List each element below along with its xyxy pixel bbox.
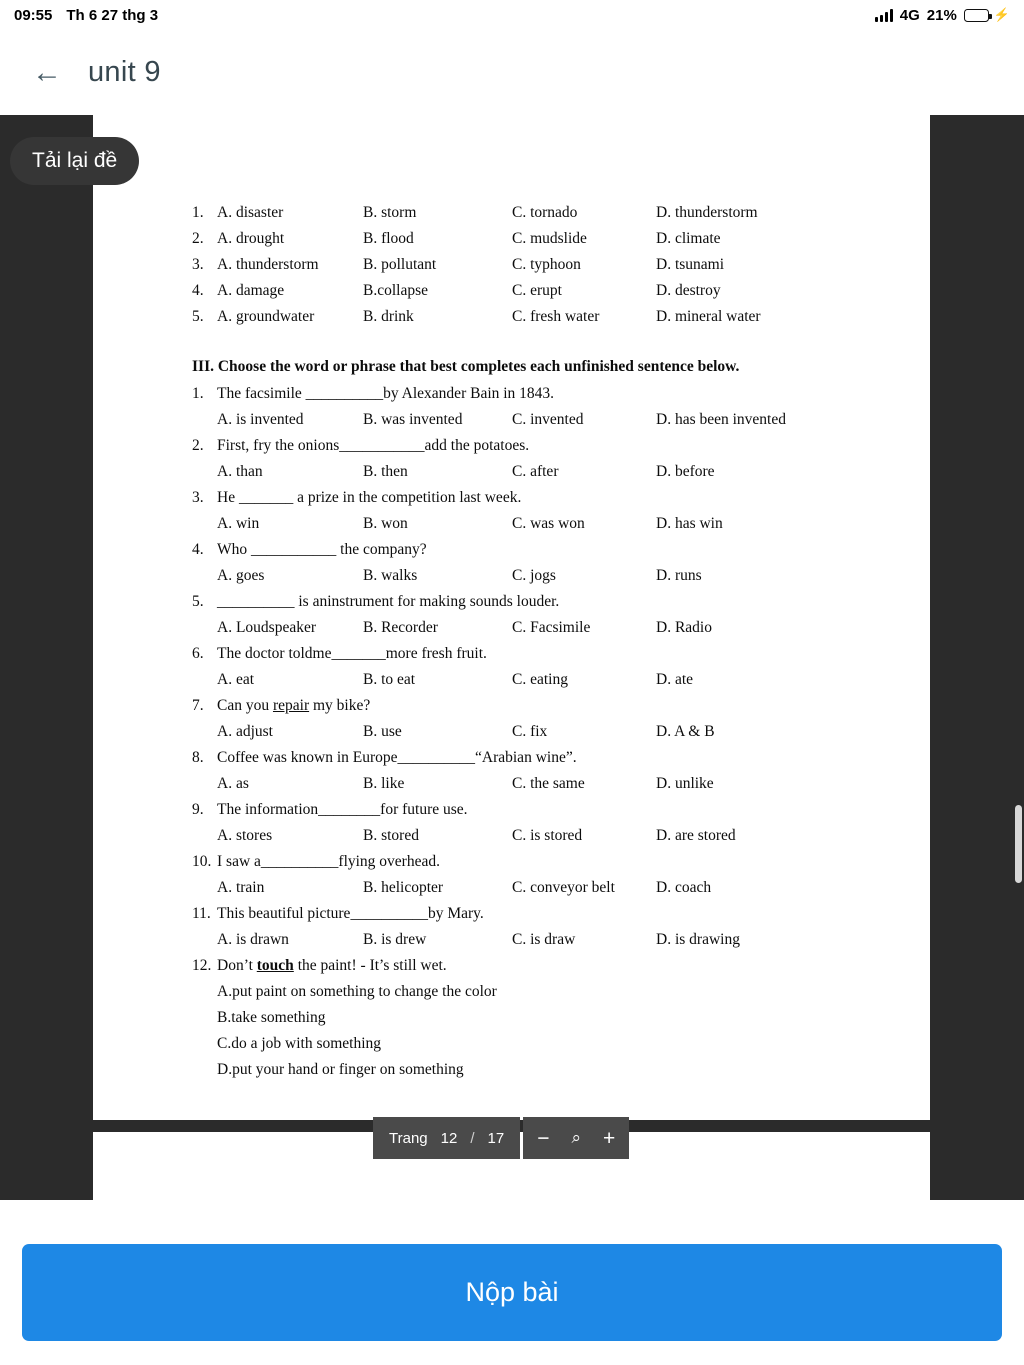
option-b[interactable]: B. then (363, 463, 408, 480)
question-stem: Who ___________ the company? (217, 541, 427, 558)
option-a[interactable]: A. stores (217, 827, 273, 844)
option-b[interactable]: B. to eat (363, 671, 416, 688)
option-d[interactable]: D. runs (656, 567, 702, 584)
vocab-row-b[interactable]: B. drink (363, 308, 414, 325)
question-stem: This beautiful picture__________by Mary. (217, 905, 484, 922)
option-b[interactable]: B. stored (363, 827, 419, 844)
vocab-row-a[interactable]: A. thunderstorm (217, 256, 319, 273)
option-d[interactable]: D.put your hand or finger on something (217, 1061, 464, 1078)
option-a[interactable]: A. is drawn (217, 931, 289, 948)
vocab-row-d[interactable]: D. thunderstorm (656, 204, 758, 221)
vocab-row-num: 4. (192, 282, 204, 299)
option-a[interactable]: A. than (217, 463, 263, 480)
status-time: 09:55 (14, 6, 53, 24)
vocab-row-c[interactable]: C. fresh water (512, 308, 600, 325)
question-stem: Don’t touch the paint! - It’s still wet. (217, 957, 447, 974)
magnifier-icon[interactable]: ⌕ (571, 1128, 581, 1147)
option-c[interactable]: C. Facsimile (512, 619, 591, 636)
current-page-value[interactable]: 12 (440, 1129, 458, 1147)
option-b[interactable]: B. was invented (363, 411, 463, 428)
signal-bars-icon (875, 9, 893, 22)
question-number: 12. (192, 957, 212, 974)
option-a[interactable]: A. adjust (217, 723, 273, 740)
question-stem: First, fry the onions___________add the potatoes. (217, 437, 530, 454)
question-stem: The information________for future use. (217, 801, 468, 818)
vocab-row-num: 2. (192, 230, 204, 247)
vocab-row-a[interactable]: A. groundwater (217, 308, 315, 325)
option-b[interactable]: B. use (363, 723, 402, 740)
pdf-toolbar[interactable] (373, 1117, 629, 1159)
submit-button[interactable]: Nộp bài (22, 1244, 1002, 1341)
vocab-row-b[interactable]: B.collapse (363, 282, 428, 299)
status-bar (0, 0, 1024, 30)
option-a[interactable]: A. train (217, 879, 265, 896)
vocab-row-d[interactable]: D. mineral water (656, 308, 761, 325)
submit-bar (0, 1220, 1024, 1365)
option-c[interactable]: C. is draw (512, 931, 576, 948)
option-d[interactable]: D. are stored (656, 827, 736, 844)
vocab-row-d[interactable]: D. tsunami (656, 256, 725, 273)
vocab-row-num: 3. (192, 256, 204, 273)
zoom-out-button[interactable]: − (537, 1126, 550, 1150)
option-c[interactable]: C.do a job with something (217, 1035, 382, 1052)
option-b[interactable]: B. won (363, 515, 408, 532)
vocab-row-a[interactable]: A. damage (217, 282, 285, 299)
option-d[interactable]: D. unlike (656, 775, 714, 792)
option-a[interactable]: A. win (217, 515, 260, 532)
option-a[interactable]: A. goes (217, 567, 265, 584)
network-type: 4G (899, 6, 920, 24)
question-stem: The doctor toldme_______more fresh fruit. (217, 645, 487, 662)
battery-icon (964, 9, 989, 22)
option-b[interactable]: B.take something (217, 1009, 326, 1026)
vocab-row-b[interactable]: B. storm (363, 204, 417, 221)
vocab-row-d[interactable]: D. climate (656, 230, 721, 247)
question-stem: He _______ a prize in the competition last week. (217, 489, 522, 506)
option-b[interactable]: B. is drew (363, 931, 427, 948)
option-c[interactable]: C. is stored (512, 827, 583, 844)
status-date: Th 6 27 thg 3 (66, 6, 159, 24)
zoom-controls-group[interactable] (523, 1117, 629, 1159)
option-d[interactable]: D. is drawing (656, 931, 740, 948)
question-number: 8. (192, 749, 204, 766)
zoom-in-button[interactable]: + (602, 1126, 616, 1150)
question-number: 9. (192, 801, 204, 818)
vocab-row-c[interactable]: C. erupt (512, 282, 562, 299)
status-bar-left (14, 7, 158, 24)
question-stem: Can you repair my bike? (217, 697, 371, 714)
option-a[interactable]: A. is invented (217, 411, 304, 428)
question-number: 5. (192, 593, 204, 610)
section-iii-heading: III. Choose the word or phrase that best completes each unfinished sentence below. (192, 358, 740, 375)
option-d[interactable]: D. A & B (656, 723, 715, 740)
option-a[interactable]: A. Loudspeaker (217, 619, 316, 636)
reload-exercise-button[interactable]: Tải lại đề (10, 137, 139, 185)
vocab-row-a[interactable]: A. disaster (217, 204, 284, 221)
question-stem: __________ is aninstrument for making sounds louder. (217, 593, 560, 610)
option-c[interactable]: C. invented (512, 411, 584, 428)
option-c[interactable]: C. conveyor belt (512, 879, 615, 896)
question-number: 4. (192, 541, 204, 558)
option-d[interactable]: D. Radio (656, 619, 712, 636)
option-a[interactable]: A. as (217, 775, 249, 792)
charging-bolt-icon: ⚡ (993, 7, 1010, 22)
vocab-row-c[interactable]: C. typhoon (512, 256, 581, 273)
back-icon[interactable]: ← (32, 55, 62, 89)
question-stem: I saw a__________flying overhead. (217, 853, 440, 870)
vocab-row-b[interactable]: B. flood (363, 230, 414, 247)
question-number: 7. (192, 697, 204, 714)
option-d[interactable]: D. before (656, 463, 715, 480)
app-header (0, 30, 1024, 115)
option-b[interactable]: B. Recorder (363, 619, 438, 636)
vocab-row-num: 5. (192, 308, 204, 325)
option-b[interactable]: B. like (363, 775, 405, 792)
question-number: 6. (192, 645, 204, 662)
question-number: 2. (192, 437, 204, 454)
question-number: 10. (192, 853, 212, 870)
option-b[interactable]: B. helicopter (363, 879, 444, 896)
battery-percent: 21% (926, 6, 957, 24)
page-label: Trang (389, 1129, 428, 1147)
question-stem: Coffee was known in Europe__________“Arabian wine”. (217, 749, 577, 766)
question-number: 1. (192, 385, 204, 402)
option-c[interactable]: C. eating (512, 671, 568, 688)
vocab-row-d[interactable]: D. destroy (656, 282, 721, 299)
vocab-row-num: 1. (192, 204, 204, 221)
document-content (93, 115, 930, 1120)
vocab-row-b[interactable]: B. pollutant (363, 256, 437, 273)
option-b[interactable]: B. walks (363, 567, 418, 584)
option-a[interactable]: A. eat (217, 671, 255, 688)
document-viewer[interactable] (0, 115, 1024, 1200)
question-number: 11. (192, 905, 211, 922)
option-c[interactable]: C. jogs (512, 567, 556, 584)
status-bar-right (875, 7, 1010, 24)
option-a[interactable]: A.put paint on something to change the color (217, 983, 497, 1000)
question-stem: The facsimile __________by Alexander Bain in 1843. (217, 385, 555, 402)
total-pages-value: 17 (487, 1129, 505, 1147)
option-c[interactable]: C. after (512, 463, 559, 480)
option-c[interactable]: C. fix (512, 723, 548, 740)
vocab-row-a[interactable]: A. drought (217, 230, 285, 247)
option-c[interactable]: C. was won (512, 515, 585, 532)
vocab-row-c[interactable]: C. tornado (512, 204, 578, 221)
page-title: unit 9 (88, 56, 161, 88)
vocab-row-c[interactable]: C. mudslide (512, 230, 587, 247)
option-d[interactable]: D. has been invented (656, 411, 786, 428)
option-c[interactable]: C. the same (512, 775, 585, 792)
page-indicator-group[interactable] (373, 1117, 520, 1159)
option-d[interactable]: D. ate (656, 671, 694, 688)
option-d[interactable]: D. has win (656, 515, 723, 532)
page-separator: / (470, 1129, 475, 1147)
option-d[interactable]: D. coach (656, 879, 712, 896)
question-number: 3. (192, 489, 204, 506)
vertical-scrollbar[interactable] (1015, 805, 1022, 883)
